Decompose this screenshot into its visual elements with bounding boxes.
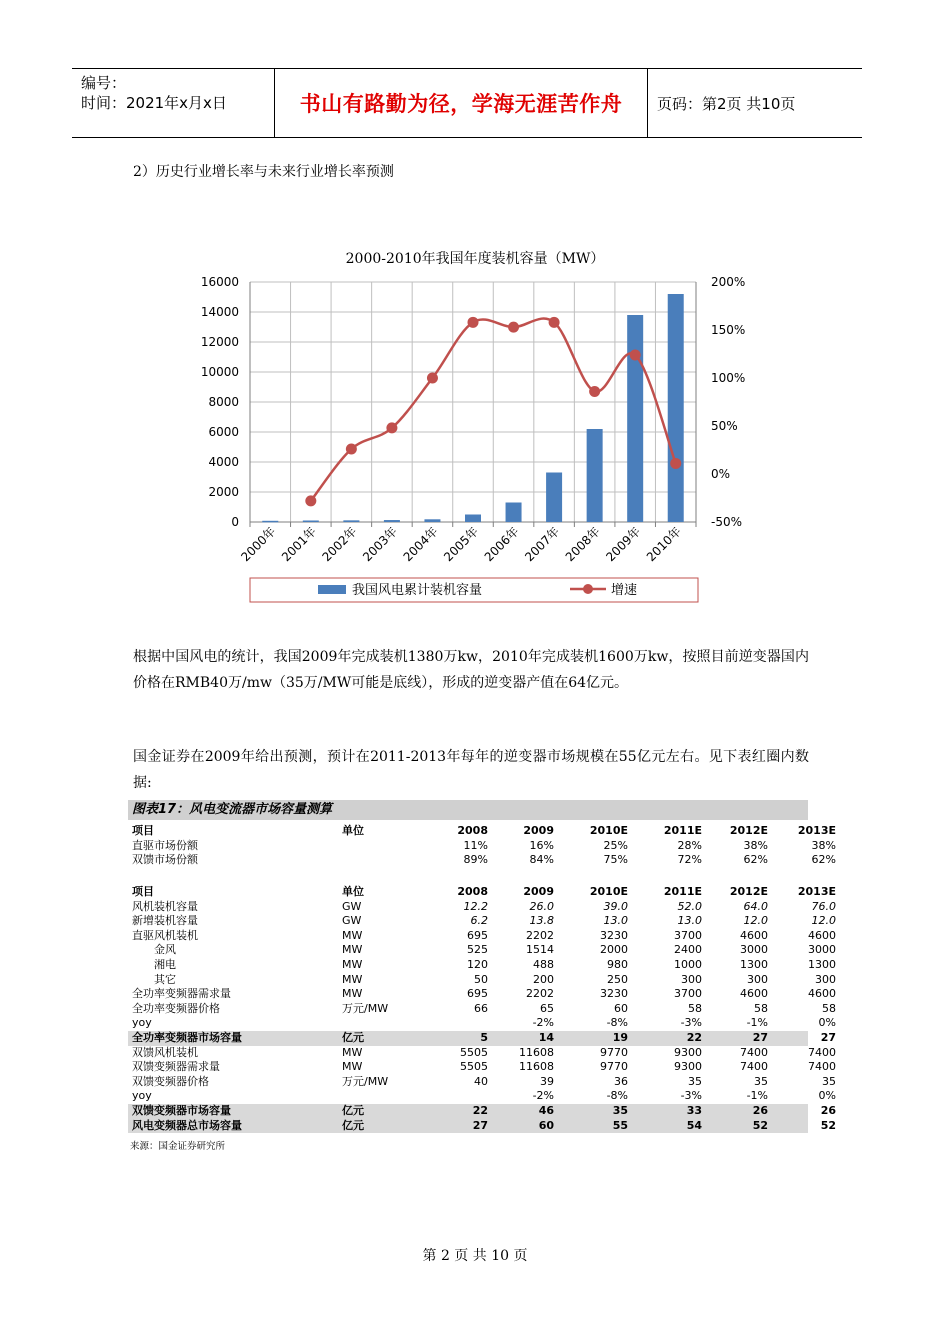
row-cell: 58: [754, 1001, 768, 1015]
x-tick-label: 2000年: [238, 524, 279, 565]
row-cell: 1514: [526, 943, 554, 957]
row-cell: 0%: [818, 1016, 836, 1030]
row-cell: 1300: [808, 958, 836, 971]
y-right-tick-label: 100%: [711, 371, 746, 385]
y-left-tick-label: 14000: [200, 305, 239, 319]
row-cell: 27: [472, 1118, 488, 1132]
row-label: 全功率变频器市场容量: [132, 1031, 242, 1044]
row-unit: MW: [342, 972, 363, 986]
row-cell: 250: [607, 972, 628, 986]
table-row: [128, 1031, 836, 1046]
x-tick-label: 2007年: [522, 524, 563, 565]
y-right-tick-label: -50%: [711, 515, 743, 529]
growth-rate-point: [468, 317, 479, 328]
row-cell: 60: [538, 1118, 554, 1132]
table-row: [128, 853, 836, 868]
document-time-label: 时间：2021年x月x日: [81, 94, 227, 112]
row-cell: 200: [533, 972, 554, 986]
row-cell: 3230: [600, 987, 628, 1001]
row-cell: 36: [614, 1074, 628, 1088]
table-row: [128, 1016, 836, 1031]
row-cell: 40: [474, 1074, 488, 1088]
header-motto: 书山有路勤为径，学海无涯苦作舟: [275, 69, 648, 137]
row-unit: 亿元: [342, 1104, 364, 1117]
growth-rate-point: [549, 317, 560, 328]
row-cell: 33: [686, 1104, 702, 1117]
row-unit: 亿元: [342, 1031, 364, 1044]
row-cell: 2008: [457, 885, 488, 898]
y-right-tick-label: 150%: [711, 323, 746, 337]
row-cell: 2010E: [589, 824, 628, 837]
installed-capacity-chart: [0, 240, 950, 610]
row-cell: 72%: [677, 853, 702, 867]
row-label: 双馈变频器价格: [132, 1074, 209, 1088]
table-row: [128, 1104, 836, 1119]
row-cell: 2010E: [589, 885, 628, 898]
growth-rate-point: [427, 373, 438, 384]
bar-2010年: [668, 294, 684, 522]
header-left-cell: [72, 69, 275, 137]
row-cell: 19: [612, 1031, 628, 1044]
row-cell: 5505: [460, 1045, 488, 1059]
row-unit: 万元/MW: [342, 1001, 389, 1015]
row-label: 双馈市场份额: [132, 853, 198, 867]
paragraph-capacity-stats: 根据中国风电的统计，我国2009年完成装机1380万kw，2010年完成装机1600万kw，按照目前逆变器国内价格在RMB40万/mw（35万/MW可能是底线），形成的逆变器产值在64亿元。: [133, 649, 809, 691]
row-cell: 3000: [808, 943, 836, 957]
row-cell: 3700: [674, 928, 702, 942]
document-number-label: 编号：: [81, 74, 127, 92]
row-cell: 27: [752, 1031, 768, 1044]
table-header-row: [128, 885, 836, 900]
x-tick-label: 2010年: [643, 524, 684, 565]
row-unit: GW: [342, 914, 362, 928]
row-cell: 2202: [526, 987, 554, 1001]
row-cell: 35: [612, 1104, 628, 1117]
row-cell: 89%: [463, 853, 488, 867]
row-cell: 38%: [743, 838, 768, 852]
row-cell: 525: [467, 943, 488, 957]
row-cell: 4600: [740, 928, 768, 942]
row-cell: 12.2: [463, 899, 488, 913]
row-label: yoy: [132, 1016, 152, 1030]
table-row: [128, 838, 836, 854]
row-cell: 55: [612, 1118, 628, 1132]
x-tick-label: 2005年: [441, 524, 482, 565]
row-unit: MW: [342, 1045, 363, 1059]
row-cell: 75%: [603, 853, 628, 867]
row-cell: 3230: [600, 928, 628, 942]
row-cell: 60: [614, 1001, 628, 1015]
row-cell: 12.0: [811, 914, 836, 928]
growth-rate-point: [670, 458, 681, 469]
growth-rate-point: [508, 322, 519, 333]
row-cell: 64.0: [743, 899, 768, 913]
row-cell: 26: [752, 1104, 768, 1117]
row-cell: -3%: [680, 1089, 702, 1103]
page-footer: 第 2 页 共 10 页: [422, 1248, 528, 1264]
growth-rate-point: [305, 495, 316, 506]
table-header-row: [128, 824, 836, 839]
bar-2007年: [546, 473, 562, 523]
row-cell: -2%: [532, 1089, 554, 1103]
legend-bar-label: 我国风电累计装机容量: [352, 583, 483, 598]
row-label: 金风: [154, 943, 176, 957]
y-left-tick-label: 10000: [200, 365, 239, 379]
row-cell: 26.0: [529, 899, 554, 913]
row-cell: 695: [467, 928, 488, 942]
y-left-tick-label: 8000: [208, 395, 239, 409]
bar-2004年: [424, 519, 440, 522]
row-unit: MW: [342, 943, 363, 957]
row-cell: 39.0: [603, 899, 628, 913]
row-cell: 22: [472, 1104, 488, 1117]
table-row: [128, 1001, 836, 1017]
row-cell: -2%: [532, 1016, 554, 1030]
row-cell: 2009: [523, 885, 554, 898]
row-cell: 58: [822, 1001, 836, 1015]
row-label: 直驱市场份额: [132, 838, 198, 852]
row-cell: 11608: [519, 1045, 554, 1059]
row-cell: 2012E: [729, 885, 768, 898]
table-title: 图表17：风电变流器市场容量测算: [128, 800, 808, 820]
row-cell: 35: [822, 1074, 836, 1088]
row-cell: 2012E: [729, 824, 768, 837]
table-row: [128, 958, 836, 973]
row-cell: 300: [815, 972, 836, 986]
row-cell: -8%: [606, 1089, 628, 1103]
row-cell: 9300: [674, 1060, 702, 1074]
legend-line-marker: [583, 584, 593, 594]
row-cell: 13.0: [677, 914, 702, 928]
row-cell: 3000: [740, 943, 768, 957]
table-row: [128, 972, 836, 988]
row-cell: 2013E: [797, 824, 836, 837]
row-cell: 1000: [674, 958, 702, 971]
row-cell: 58: [688, 1001, 702, 1015]
row-label: 双馈变频器市场容量: [132, 1104, 231, 1117]
x-tick-label: 2006年: [481, 524, 522, 565]
table-row: [128, 1074, 836, 1090]
table-row: [128, 1045, 836, 1061]
row-cell: 52: [752, 1118, 768, 1132]
x-tick-label: 2008年: [562, 524, 603, 565]
row-cell: 7400: [808, 1045, 836, 1059]
table-row: [128, 928, 836, 944]
row-cell: 13.8: [529, 914, 554, 928]
row-cell: 65: [540, 1001, 554, 1015]
row-label: yoy: [132, 1089, 152, 1103]
table-source: 来源：国金证券研究所: [130, 1141, 226, 1152]
row-cell: 4600: [808, 928, 836, 942]
bar-2006年: [506, 503, 522, 523]
bar-2001年: [303, 521, 319, 523]
row-cell: 7400: [808, 1060, 836, 1074]
table-row: [128, 1089, 836, 1104]
row-cell: 62%: [811, 853, 836, 867]
row-label: 其它: [154, 972, 176, 986]
row-cell: 9300: [674, 1045, 702, 1059]
y-left-tick-label: 4000: [208, 455, 239, 469]
y-right-tick-label: 50%: [711, 419, 738, 433]
row-cell: 7400: [740, 1045, 768, 1059]
row-label: 双馈变频器需求量: [132, 1060, 220, 1074]
row-cell: 54: [686, 1118, 702, 1132]
row-cell: 50: [474, 972, 488, 986]
row-cell: 2011E: [663, 885, 702, 898]
row-cell: 12.0: [743, 914, 768, 928]
table-row: [128, 899, 836, 915]
row-cell: 300: [747, 972, 768, 986]
row-cell: 11%: [463, 838, 488, 852]
y-left-tick-label: 16000: [200, 275, 239, 289]
row-cell: 2011E: [663, 824, 702, 837]
row-unit: MW: [342, 1060, 363, 1074]
row-cell: -1%: [746, 1016, 768, 1030]
y-left-tick-label: 2000: [208, 485, 239, 499]
header-page-number: 页码：第2页 共10页: [657, 94, 796, 113]
row-label: 项目: [132, 824, 154, 837]
row-cell: 46: [538, 1104, 554, 1117]
bar-2005年: [465, 515, 481, 523]
y-left-tick-label: 0: [231, 515, 239, 529]
row-cell: 27: [820, 1031, 836, 1044]
row-unit: MW: [342, 958, 363, 971]
row-cell: 28%: [677, 838, 702, 852]
bar-2009年: [627, 315, 643, 522]
row-cell: 3700: [674, 987, 702, 1001]
row-cell: 25%: [603, 838, 628, 852]
row-cell: 9770: [600, 1060, 628, 1074]
x-tick-label: 2003年: [360, 524, 401, 565]
row-unit: 单位: [342, 885, 364, 898]
y-left-tick-label: 12000: [200, 335, 239, 349]
row-cell: 62%: [743, 853, 768, 867]
legend-bar-swatch: [318, 585, 346, 594]
row-cell: 2000: [600, 943, 628, 957]
row-cell: 2009: [523, 824, 554, 837]
row-label: 全功率变频器需求量: [132, 987, 231, 1001]
row-cell: 5505: [460, 1060, 488, 1074]
legend-line-label: 增速: [611, 583, 638, 598]
section-heading: 2）历史行业增长率与未来行业增长率预测: [133, 164, 394, 180]
row-cell: 2008: [457, 824, 488, 837]
growth-rate-point: [630, 349, 641, 360]
converter-market-table: [128, 800, 836, 1152]
row-cell: 39: [540, 1074, 554, 1088]
row-cell: 76.0: [811, 899, 836, 913]
row-label: 直驱风机装机: [132, 928, 198, 942]
y-right-tick-label: 0%: [711, 467, 731, 481]
table-row: [128, 943, 836, 958]
table-row: [128, 1118, 836, 1134]
row-cell: 66: [474, 1001, 488, 1015]
row-cell: 11608: [519, 1060, 554, 1074]
bar-2003年: [384, 520, 400, 522]
row-label: 项目: [132, 885, 154, 898]
row-cell: 84%: [529, 853, 554, 867]
growth-rate-point: [346, 444, 357, 455]
row-unit: MW: [342, 928, 363, 942]
row-cell: 14: [538, 1031, 554, 1044]
growth-rate-point: [589, 386, 600, 397]
row-cell: 0%: [818, 1089, 836, 1103]
row-cell: 120: [467, 958, 488, 971]
row-unit: 亿元: [342, 1118, 364, 1132]
row-cell: 22: [686, 1031, 702, 1044]
row-cell: 4600: [740, 987, 768, 1001]
row-cell: 52: [820, 1118, 836, 1132]
row-cell: 6.2: [470, 914, 488, 928]
row-cell: -3%: [680, 1016, 702, 1030]
bar-2002年: [343, 520, 359, 522]
table-row: [128, 914, 836, 929]
row-cell: 26: [820, 1104, 836, 1117]
y-left-tick-label: 6000: [208, 425, 239, 439]
row-cell: 35: [754, 1074, 768, 1088]
bar-2000年: [262, 521, 278, 523]
row-cell: 38%: [811, 838, 836, 852]
x-tick-label: 2004年: [400, 524, 441, 565]
row-cell: 488: [533, 958, 554, 971]
table-row: [128, 987, 836, 1002]
row-cell: 16%: [529, 838, 554, 852]
x-tick-label: 2002年: [319, 524, 360, 565]
row-cell: 1300: [740, 958, 768, 971]
row-cell: 2400: [674, 943, 702, 957]
growth-rate-point: [386, 422, 397, 433]
row-cell: -8%: [606, 1016, 628, 1030]
x-tick-label: 2009年: [603, 524, 644, 565]
row-cell: 13.0: [603, 914, 628, 928]
table-row: [128, 1060, 836, 1075]
row-label: 双馈风机装机: [132, 1045, 198, 1059]
row-cell: 5: [480, 1031, 488, 1044]
row-unit: GW: [342, 899, 362, 913]
row-cell: 9770: [600, 1045, 628, 1059]
x-tick-label: 2001年: [278, 524, 319, 565]
row-cell: 2013E: [797, 885, 836, 898]
bar-2008年: [587, 429, 603, 522]
row-unit: 万元/MW: [342, 1074, 389, 1088]
row-label: 湘电: [154, 958, 176, 971]
row-label: 新增装机容量: [132, 914, 198, 928]
page-header: [72, 68, 862, 138]
row-cell: 980: [607, 958, 628, 971]
row-cell: -1%: [746, 1089, 768, 1103]
row-cell: 35: [688, 1074, 702, 1088]
row-cell: 52.0: [677, 899, 702, 913]
row-label: 风机装机容量: [132, 899, 198, 913]
y-right-tick-label: 200%: [711, 275, 746, 289]
row-label: 全功率变频器价格: [132, 1001, 220, 1015]
row-cell: 2202: [526, 928, 554, 942]
row-cell: 695: [467, 987, 488, 1001]
row-cell: 300: [681, 972, 702, 986]
row-label: 风电变频器总市场容量: [132, 1118, 242, 1132]
row-unit: 单位: [342, 824, 364, 837]
paragraph-forecast: 国金证券在2009年给出预测，预计在2011-2013年每年的逆变器市场规模在55亿元左右。见下表红圈内数据:: [133, 749, 809, 791]
row-cell: 7400: [740, 1060, 768, 1074]
row-cell: 4600: [808, 987, 836, 1001]
chart-title: 2000-2010年我国年度装机容量（MW）: [345, 251, 605, 267]
row-unit: MW: [342, 987, 363, 1001]
